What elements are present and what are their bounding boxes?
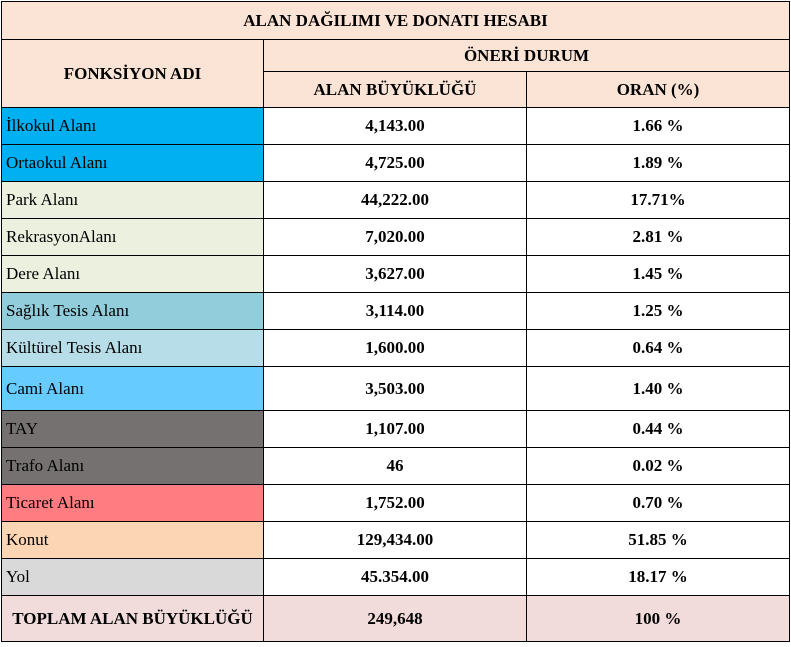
ratio-cell: 17.71% [527, 182, 790, 219]
table-row [2, 330, 790, 367]
table-row [2, 367, 790, 411]
area-cell: 3,503.00 [264, 367, 527, 411]
table-row [2, 182, 790, 219]
area-cell: 1,752.00 [264, 485, 527, 522]
total-ratio: 100 % [527, 596, 790, 642]
ratio-cell: 2.81 % [527, 219, 790, 256]
table-row [2, 108, 790, 145]
function-name-cell: Kültürel Tesis Alanı [2, 330, 264, 367]
table-row [2, 448, 790, 485]
ratio-cell: 51.85 % [527, 522, 790, 559]
table-title: ALAN DAĞILIMI VE DONATI HESABI [2, 2, 790, 40]
area-cell: 3,627.00 [264, 256, 527, 293]
function-name-cell: Park Alanı [2, 182, 264, 219]
table-row [2, 145, 790, 182]
area-cell: 1,107.00 [264, 411, 527, 448]
table-row [2, 485, 790, 522]
area-cell: 46 [264, 448, 527, 485]
table-row [2, 256, 790, 293]
ratio-cell: 1.40 % [527, 367, 790, 411]
area-cell: 45.354.00 [264, 559, 527, 596]
function-name-cell: İlkokul Alanı [2, 108, 264, 145]
area-cell: 4,725.00 [264, 145, 527, 182]
area-cell: 3,114.00 [264, 293, 527, 330]
function-name-cell: Sağlık Tesis Alanı [2, 293, 264, 330]
function-name-cell: Trafo Alanı [2, 448, 264, 485]
ratio-cell: 0.02 % [527, 448, 790, 485]
function-name-header: FONKSİYON ADI [2, 40, 264, 108]
ratio-cell: 1.45 % [527, 256, 790, 293]
area-cell: 4,143.00 [264, 108, 527, 145]
ratio-cell: 1.66 % [527, 108, 790, 145]
area-cell: 129,434.00 [264, 522, 527, 559]
ratio-cell: 0.64 % [527, 330, 790, 367]
total-area: 249,648 [264, 596, 527, 642]
area-cell: 7,020.00 [264, 219, 527, 256]
function-name-cell: Cami Alanı [2, 367, 264, 411]
function-name-cell: RekrasyonAlanı [2, 219, 264, 256]
function-name-cell: Yol [2, 559, 264, 596]
area-cell: 44,222.00 [264, 182, 527, 219]
function-name-cell: Dere Alanı [2, 256, 264, 293]
proposal-header: ÖNERİ DURUM [264, 40, 790, 72]
table-row [2, 522, 790, 559]
function-name-cell: Ticaret Alanı [2, 485, 264, 522]
area-distribution-table [1, 1, 790, 642]
ratio-cell: 0.70 % [527, 485, 790, 522]
ratio-cell: 18.17 % [527, 559, 790, 596]
table-row [2, 559, 790, 596]
function-name-cell: TAY [2, 411, 264, 448]
ratio-header: ORAN (%) [527, 72, 790, 108]
table-row [2, 293, 790, 330]
ratio-cell: 1.25 % [527, 293, 790, 330]
total-label: TOPLAM ALAN BÜYÜKLÜĞÜ [2, 596, 264, 642]
ratio-cell: 1.89 % [527, 145, 790, 182]
total-row [2, 596, 790, 642]
table-row [2, 219, 790, 256]
area-size-header: ALAN BÜYÜKLÜĞÜ [264, 72, 527, 108]
area-cell: 1,600.00 [264, 330, 527, 367]
function-name-cell: Ortaokul Alanı [2, 145, 264, 182]
table-row [2, 411, 790, 448]
function-name-cell: Konut [2, 522, 264, 559]
ratio-cell: 0.44 % [527, 411, 790, 448]
